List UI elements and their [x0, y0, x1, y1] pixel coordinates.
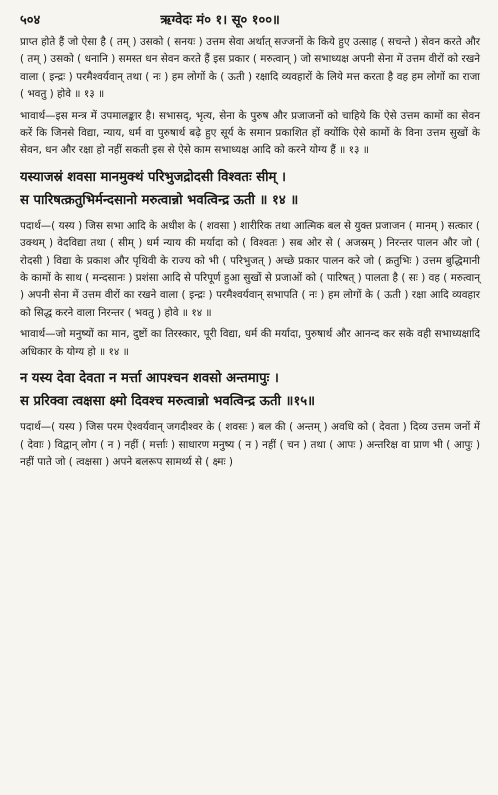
continuation-paragraph: प्राप्त होते हैं जो ऐसा है ( तम् ) उसको ( सनयः ) उत्तम सेवा अर्थात् सज्जनों के किये हुए उत्साह ( सचन्ते ) सेवन करते और ( तम् ) उसको ( धनानि ) समस्त धन सेवन करते हैं इस प्रकार ( मरुत्वान् ) जो सभाध्यक्ष अपनी सेना में उत्तम वीरों को रखने वाला ( इन्द्रः ) परमैश्वर्यवान् तथा ( नः ) हम लोगों के ( ऊती ) रक्षादि व्यवहारों के लिये मत्त करता है वह हम लोगों का राजा ( भवतु ) होवे ॥ १३ ॥: [20, 36, 480, 101]
page-header: [20, 10, 480, 28]
page-number: ५०४: [20, 13, 41, 28]
verse-14: [20, 166, 480, 212]
verse-14-line-1: यस्याजस्रं शवसा मानमुक्थं परिभुजद्रोदसी विश्वतः सीम् ।: [20, 169, 287, 185]
running-title: ऋग्वेदः मं० १। सू० १००॥: [160, 13, 280, 28]
bhavartha-14: भावार्थ—जो मनुष्यों का मान, दुष्टों का तिरस्कार, पूरी विद्या, धर्म की मर्यादा, पुरुषार्थ और आनन्द कर सके वही सभाध्यक्षादि अधिकार के योग्य हो ॥ १४ ॥: [20, 328, 480, 358]
verse-15: [20, 367, 480, 413]
padartha-15: पदार्थ—( यस्य ) जिस परम ऐश्वर्यवान् जगदीश्वर के ( शवसः ) बल की ( अन्तम् ) अवधि को ( देवता ) दिव्य उत्तम जनों में ( देवाः ) विद्वान् लोग ( न ) नहीं ( मर्त्ताः ) साधारण मनुष्य ( न ) नहीं ( चन ) तथा ( आपः ) अन्तरिक्ष वा प्राण भी ( आपुः ) नहीं पाते जो ( त्वक्षसा ) अपने बलरूप सामर्थ्य से ( क्ष्मः ): [20, 421, 480, 468]
verse-15-line-1: न यस्य देवा देवता न मर्त्ता आपश्चन शवसो अन्तमापुः ।: [20, 371, 279, 387]
verse-15-line-2: स प्ररिक्वा त्वक्षसा क्ष्मो दिवश्च मरुत्वान्नो भवत्विन्द्र ऊती ॥१५॥: [20, 394, 316, 410]
verse-14-line-2: स पारिषत्क्रतुभिर्मन्दसानो मरुत्वान्नो भवत्विन्द्र ऊती ॥ १४ ॥: [20, 192, 299, 208]
bhavartha-13: भावार्थ—इस मन्त्र में उपमालङ्कार है। सभासद्, भृत्य, सेना के पुरुष और प्रजाजनों को चाहिये कि ऐसे उत्तम कामों का सेवन करें कि जिनसे विद्या, न्याय, धर्म वा पुरुषार्थ बढ़े हुए सूर्य के समान प्रकाशित हों क्योंकि ऐसे कामों के विना उत्तम सुखों के सेवन, धन और रक्षा हो नहीं सकती इस से ऐसे काम सभाध्यक्ष आदि को करने योग्य हैं ॥ १३ ॥: [20, 109, 480, 157]
padartha-14: पदार्थ—( यस्य ) जिस सभा आदि के अधीश के ( शवसा ) शारीरिक तथा आत्मिक बल से युक्त प्रजाजन ( मानम् ) सत्कार ( उक्थम् ) वेदविद्या तथा ( सीम् ) धर्म न्याय की मर्यादा को ( विश्वतः ) सब ओर से ( अजस्रम् ) निरन्तर पालन और जो ( रोदसी ) विद्या के प्रकाश और पृथिवी के राज्य को भी ( परिभुजत् ) अच्छे प्रकार पालन करे जो ( क्रतुभिः ) उत्तम बुद्धिमानी के कामों के साथ ( मन्दसानः ) प्रशंसा आदि से परिपूर्ण हुआ सुखों से प्रजाओं को ( पारिषत् ) पालता है ( सः ) वह ( मरुत्वान् ) अपनी सेना में उत्तम वीरों का रखने वाला ( इन्द्रः ) परमैश्वर्यवान् सभापति ( नः ) हम लोगों के ( ऊती ) रक्षा आदि व्यवहार को सिद्ध करने वाला निरन्तर ( भवतु ) होवे ॥ १४ ॥: [20, 219, 480, 319]
